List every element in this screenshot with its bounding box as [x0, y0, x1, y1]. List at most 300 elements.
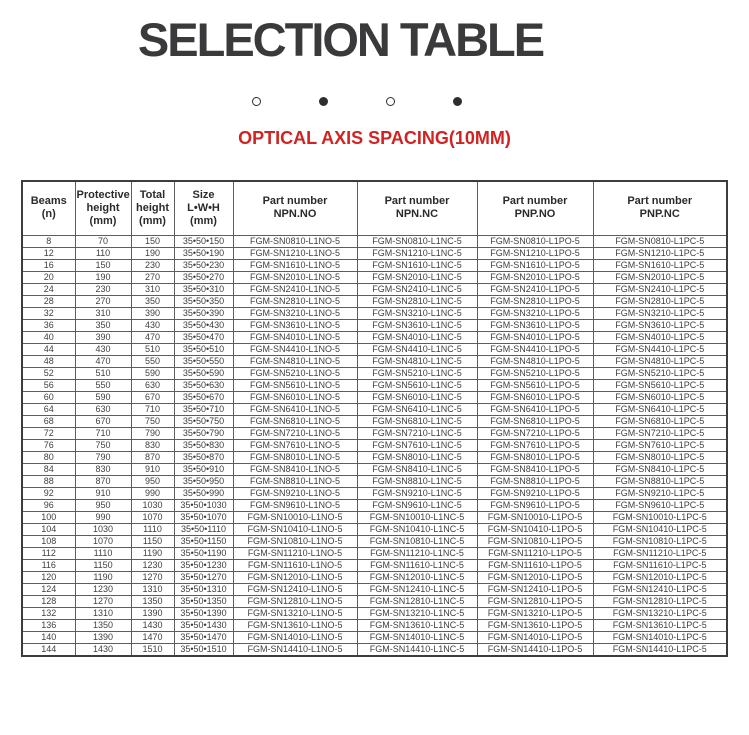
cell-part-number-pnp-no: FGM-SN4410-L1PO-5 — [477, 343, 593, 355]
table-row — [22, 631, 727, 643]
cell-beams: 72 — [22, 427, 75, 439]
cell-part-number-npn-no: FGM-SN6410-L1NO-5 — [233, 403, 357, 415]
cell-part-number-pnp-no: FGM-SN6810-L1PO-5 — [477, 415, 593, 427]
cell-total-height: 990 — [131, 487, 174, 499]
column-header-part-number-pnp-nc: Part number PNP.NC — [593, 181, 727, 236]
cell-total-height: 870 — [131, 451, 174, 463]
cell-part-number-npn-nc: FGM-SN5610-L1NC-5 — [357, 379, 477, 391]
cell-size: 35•50•1150 — [174, 535, 233, 547]
cell-part-number-pnp-nc: FGM-SN14010-L1PC-5 — [593, 631, 727, 643]
table-row — [22, 235, 727, 247]
cell-size: 35•50•550 — [174, 355, 233, 367]
cell-part-number-npn-nc: FGM-SN3610-L1NC-5 — [357, 319, 477, 331]
table-row — [22, 415, 727, 427]
cell-beams: 132 — [22, 607, 75, 619]
cell-part-number-npn-nc: FGM-SN10410-L1NC-5 — [357, 523, 477, 535]
table-row — [22, 367, 727, 379]
cell-part-number-npn-no: FGM-SN12410-L1NO-5 — [233, 583, 357, 595]
cell-protective-height: 990 — [75, 511, 131, 523]
cell-size: 35•50•390 — [174, 307, 233, 319]
cell-part-number-pnp-no: FGM-SN11610-L1PO-5 — [477, 559, 593, 571]
cell-part-number-pnp-no: FGM-SN14410-L1PO-5 — [477, 643, 593, 656]
cell-part-number-npn-no: FGM-SN4010-L1NO-5 — [233, 331, 357, 343]
cell-part-number-npn-no: FGM-SN11210-L1NO-5 — [233, 547, 357, 559]
cell-part-number-pnp-no: FGM-SN6410-L1PO-5 — [477, 403, 593, 415]
cell-size: 35•50•510 — [174, 343, 233, 355]
cell-beams: 140 — [22, 631, 75, 643]
cell-total-height: 670 — [131, 391, 174, 403]
cell-part-number-pnp-no: FGM-SN1210-L1PO-5 — [477, 247, 593, 259]
cell-size: 35•50•230 — [174, 259, 233, 271]
cell-total-height: 1230 — [131, 559, 174, 571]
cell-part-number-pnp-nc: FGM-SN5210-L1PC-5 — [593, 367, 727, 379]
cell-part-number-npn-nc: FGM-SN12810-L1NC-5 — [357, 595, 477, 607]
cell-part-number-npn-nc: FGM-SN7610-L1NC-5 — [357, 439, 477, 451]
carousel-dot-inactive[interactable] — [386, 97, 395, 106]
cell-part-number-npn-no: FGM-SN4810-L1NO-5 — [233, 355, 357, 367]
table-row — [22, 427, 727, 439]
cell-size: 35•50•350 — [174, 295, 233, 307]
cell-part-number-pnp-nc: FGM-SN11210-L1PC-5 — [593, 547, 727, 559]
cell-part-number-npn-nc: FGM-SN12410-L1NC-5 — [357, 583, 477, 595]
column-header-part-number-pnp-no: Part number PNP.NO — [477, 181, 593, 236]
cell-total-height: 430 — [131, 319, 174, 331]
cell-part-number-npn-nc: FGM-SN6410-L1NC-5 — [357, 403, 477, 415]
cell-beams: 100 — [22, 511, 75, 523]
cell-protective-height: 870 — [75, 475, 131, 487]
column-header-beams: Beams (n) — [22, 181, 75, 236]
cell-part-number-npn-no: FGM-SN9610-L1NO-5 — [233, 499, 357, 511]
cell-part-number-pnp-no: FGM-SN11210-L1PO-5 — [477, 547, 593, 559]
cell-part-number-pnp-nc: FGM-SN12810-L1PC-5 — [593, 595, 727, 607]
cell-total-height: 310 — [131, 283, 174, 295]
cell-part-number-npn-nc: FGM-SN4010-L1NC-5 — [357, 331, 477, 343]
cell-protective-height: 1430 — [75, 643, 131, 656]
cell-part-number-npn-no: FGM-SN5610-L1NO-5 — [233, 379, 357, 391]
cell-beams: 60 — [22, 391, 75, 403]
cell-part-number-pnp-no: FGM-SN0810-L1PO-5 — [477, 235, 593, 247]
cell-total-height: 470 — [131, 331, 174, 343]
cell-part-number-npn-nc: FGM-SN14010-L1NC-5 — [357, 631, 477, 643]
cell-beams: 88 — [22, 475, 75, 487]
cell-total-height: 1150 — [131, 535, 174, 547]
table-row — [22, 523, 727, 535]
cell-size: 35•50•1070 — [174, 511, 233, 523]
cell-part-number-npn-no: FGM-SN3210-L1NO-5 — [233, 307, 357, 319]
cell-size: 35•50•310 — [174, 283, 233, 295]
cell-part-number-npn-nc: FGM-SN9210-L1NC-5 — [357, 487, 477, 499]
cell-beams: 120 — [22, 571, 75, 583]
cell-beams: 144 — [22, 643, 75, 656]
cell-part-number-npn-no: FGM-SN13610-L1NO-5 — [233, 619, 357, 631]
table-row — [22, 583, 727, 595]
cell-beams: 76 — [22, 439, 75, 451]
cell-protective-height: 710 — [75, 427, 131, 439]
cell-part-number-pnp-nc: FGM-SN3210-L1PC-5 — [593, 307, 727, 319]
table-row — [22, 463, 727, 475]
cell-part-number-pnp-no: FGM-SN10010-L1PO-5 — [477, 511, 593, 523]
cell-protective-height: 950 — [75, 499, 131, 511]
cell-beams: 116 — [22, 559, 75, 571]
cell-total-height: 1350 — [131, 595, 174, 607]
cell-size: 35•50•1270 — [174, 571, 233, 583]
cell-total-height: 230 — [131, 259, 174, 271]
cell-beams: 32 — [22, 307, 75, 319]
cell-beams: 104 — [22, 523, 75, 535]
cell-protective-height: 1350 — [75, 619, 131, 631]
cell-size: 35•50•1310 — [174, 583, 233, 595]
cell-size: 35•50•950 — [174, 475, 233, 487]
cell-part-number-pnp-no: FGM-SN14010-L1PO-5 — [477, 631, 593, 643]
cell-size: 35•50•870 — [174, 451, 233, 463]
cell-part-number-npn-nc: FGM-SN13210-L1NC-5 — [357, 607, 477, 619]
table-row — [22, 571, 727, 583]
cell-beams: 48 — [22, 355, 75, 367]
cell-size: 35•50•1510 — [174, 643, 233, 656]
cell-part-number-npn-nc: FGM-SN4810-L1NC-5 — [357, 355, 477, 367]
cell-total-height: 190 — [131, 247, 174, 259]
table-row — [22, 499, 727, 511]
table-row — [22, 319, 727, 331]
cell-part-number-npn-no: FGM-SN2410-L1NO-5 — [233, 283, 357, 295]
page-title: SELECTION TABLE — [137, 13, 544, 66]
cell-part-number-pnp-no: FGM-SN9610-L1PO-5 — [477, 499, 593, 511]
cell-part-number-npn-nc: FGM-SN7210-L1NC-5 — [357, 427, 477, 439]
column-header-protective-height: Protective height (mm) — [75, 181, 131, 236]
cell-total-height: 1310 — [131, 583, 174, 595]
cell-total-height: 950 — [131, 475, 174, 487]
cell-total-height: 1430 — [131, 619, 174, 631]
cell-total-height: 910 — [131, 463, 174, 475]
cell-part-number-pnp-no: FGM-SN12410-L1PO-5 — [477, 583, 593, 595]
cell-part-number-npn-no: FGM-SN8410-L1NO-5 — [233, 463, 357, 475]
cell-part-number-pnp-no: FGM-SN10410-L1PO-5 — [477, 523, 593, 535]
cell-protective-height: 1190 — [75, 571, 131, 583]
cell-protective-height: 70 — [75, 235, 131, 247]
cell-total-height: 390 — [131, 307, 174, 319]
cell-part-number-npn-nc: FGM-SN2010-L1NC-5 — [357, 271, 477, 283]
cell-beams: 68 — [22, 415, 75, 427]
cell-part-number-npn-nc: FGM-SN6810-L1NC-5 — [357, 415, 477, 427]
cell-part-number-pnp-no: FGM-SN8810-L1PO-5 — [477, 475, 593, 487]
cell-beams: 40 — [22, 331, 75, 343]
cell-part-number-npn-no: FGM-SN9210-L1NO-5 — [233, 487, 357, 499]
cell-part-number-npn-no: FGM-SN10010-L1NO-5 — [233, 511, 357, 523]
table-row — [22, 607, 727, 619]
cell-beams: 92 — [22, 487, 75, 499]
cell-part-number-npn-nc: FGM-SN10010-L1NC-5 — [357, 511, 477, 523]
table-row — [22, 535, 727, 547]
cell-beams: 64 — [22, 403, 75, 415]
cell-part-number-npn-no: FGM-SN1210-L1NO-5 — [233, 247, 357, 259]
cell-beams: 16 — [22, 259, 75, 271]
page — [0, 14, 749, 735]
cell-part-number-pnp-nc: FGM-SN6410-L1PC-5 — [593, 403, 727, 415]
cell-total-height: 510 — [131, 343, 174, 355]
cell-part-number-npn-no: FGM-SN10810-L1NO-5 — [233, 535, 357, 547]
cell-size: 35•50•1190 — [174, 547, 233, 559]
cell-part-number-npn-no: FGM-SN14410-L1NO-5 — [233, 643, 357, 656]
cell-protective-height: 1030 — [75, 523, 131, 535]
cell-total-height: 1510 — [131, 643, 174, 656]
cell-part-number-pnp-nc: FGM-SN14410-L1PC-5 — [593, 643, 727, 656]
table-row — [22, 271, 727, 283]
cell-part-number-pnp-no: FGM-SN12010-L1PO-5 — [477, 571, 593, 583]
table-row — [22, 559, 727, 571]
cell-part-number-npn-nc: FGM-SN0810-L1NC-5 — [357, 235, 477, 247]
cell-part-number-pnp-no: FGM-SN5610-L1PO-5 — [477, 379, 593, 391]
cell-total-height: 1190 — [131, 547, 174, 559]
cell-beams: 80 — [22, 451, 75, 463]
cell-part-number-pnp-no: FGM-SN1610-L1PO-5 — [477, 259, 593, 271]
cell-part-number-pnp-nc: FGM-SN7610-L1PC-5 — [593, 439, 727, 451]
cell-part-number-npn-nc: FGM-SN5210-L1NC-5 — [357, 367, 477, 379]
cell-part-number-pnp-nc: FGM-SN12410-L1PC-5 — [593, 583, 727, 595]
cell-protective-height: 390 — [75, 331, 131, 343]
table-row — [22, 643, 727, 656]
cell-part-number-npn-nc: FGM-SN8810-L1NC-5 — [357, 475, 477, 487]
table-row — [22, 595, 727, 607]
cell-protective-height: 550 — [75, 379, 131, 391]
cell-part-number-npn-no: FGM-SN0810-L1NO-5 — [233, 235, 357, 247]
cell-part-number-npn-nc: FGM-SN2410-L1NC-5 — [357, 283, 477, 295]
table-row — [22, 355, 727, 367]
cell-part-number-npn-no: FGM-SN5210-L1NO-5 — [233, 367, 357, 379]
cell-protective-height: 150 — [75, 259, 131, 271]
cell-size: 35•50•470 — [174, 331, 233, 343]
cell-beams: 124 — [22, 583, 75, 595]
cell-part-number-npn-no: FGM-SN7210-L1NO-5 — [233, 427, 357, 439]
cell-part-number-pnp-no: FGM-SN6010-L1PO-5 — [477, 391, 593, 403]
cell-part-number-pnp-nc: FGM-SN10410-L1PC-5 — [593, 523, 727, 535]
cell-size: 35•50•910 — [174, 463, 233, 475]
cell-part-number-pnp-nc: FGM-SN6010-L1PC-5 — [593, 391, 727, 403]
table-row — [22, 247, 727, 259]
cell-part-number-npn-nc: FGM-SN4410-L1NC-5 — [357, 343, 477, 355]
cell-protective-height: 430 — [75, 343, 131, 355]
cell-beams: 84 — [22, 463, 75, 475]
cell-beams: 96 — [22, 499, 75, 511]
cell-total-height: 1070 — [131, 511, 174, 523]
cell-part-number-pnp-no: FGM-SN5210-L1PO-5 — [477, 367, 593, 379]
cell-beams: 20 — [22, 271, 75, 283]
cell-part-number-pnp-nc: FGM-SN12010-L1PC-5 — [593, 571, 727, 583]
cell-part-number-npn-nc: FGM-SN1610-L1NC-5 — [357, 259, 477, 271]
cell-part-number-pnp-nc: FGM-SN9210-L1PC-5 — [593, 487, 727, 499]
cell-part-number-pnp-nc: FGM-SN10810-L1PC-5 — [593, 535, 727, 547]
cell-part-number-pnp-nc: FGM-SN6810-L1PC-5 — [593, 415, 727, 427]
table-header — [22, 181, 727, 236]
cell-total-height: 550 — [131, 355, 174, 367]
cell-protective-height: 230 — [75, 283, 131, 295]
cell-part-number-npn-no: FGM-SN4410-L1NO-5 — [233, 343, 357, 355]
cell-total-height: 1390 — [131, 607, 174, 619]
table-row — [22, 283, 727, 295]
carousel-dot-active[interactable] — [319, 97, 328, 106]
cell-beams: 24 — [22, 283, 75, 295]
cell-part-number-npn-no: FGM-SN2010-L1NO-5 — [233, 271, 357, 283]
cell-protective-height: 670 — [75, 415, 131, 427]
cell-part-number-pnp-nc: FGM-SN8010-L1PC-5 — [593, 451, 727, 463]
cell-protective-height: 1390 — [75, 631, 131, 643]
cell-beams: 36 — [22, 319, 75, 331]
column-header-size: Size L•W•H (mm) — [174, 181, 233, 236]
cell-part-number-pnp-nc: FGM-SN13610-L1PC-5 — [593, 619, 727, 631]
table-row — [22, 451, 727, 463]
cell-total-height: 710 — [131, 403, 174, 415]
cell-size: 35•50•1390 — [174, 607, 233, 619]
column-header-total-height: Total height (mm) — [131, 181, 174, 236]
table-row — [22, 487, 727, 499]
cell-size: 35•50•990 — [174, 487, 233, 499]
cell-part-number-pnp-nc: FGM-SN5610-L1PC-5 — [593, 379, 727, 391]
cell-part-number-npn-nc: FGM-SN12010-L1NC-5 — [357, 571, 477, 583]
cell-protective-height: 190 — [75, 271, 131, 283]
cell-protective-height: 470 — [75, 355, 131, 367]
cell-size: 35•50•790 — [174, 427, 233, 439]
cell-total-height: 790 — [131, 427, 174, 439]
cell-part-number-pnp-nc: FGM-SN10010-L1PC-5 — [593, 511, 727, 523]
cell-protective-height: 1110 — [75, 547, 131, 559]
cell-size: 35•50•150 — [174, 235, 233, 247]
table-row — [22, 295, 727, 307]
cell-part-number-pnp-nc: FGM-SN2010-L1PC-5 — [593, 271, 727, 283]
cell-part-number-pnp-no: FGM-SN7610-L1PO-5 — [477, 439, 593, 451]
cell-part-number-npn-no: FGM-SN6010-L1NO-5 — [233, 391, 357, 403]
table-row — [22, 379, 727, 391]
cell-part-number-pnp-no: FGM-SN13610-L1PO-5 — [477, 619, 593, 631]
cell-protective-height: 630 — [75, 403, 131, 415]
cell-total-height: 270 — [131, 271, 174, 283]
table-body — [22, 235, 727, 656]
table-row — [22, 343, 727, 355]
cell-part-number-npn-no: FGM-SN10410-L1NO-5 — [233, 523, 357, 535]
cell-protective-height: 590 — [75, 391, 131, 403]
cell-part-number-npn-no: FGM-SN12010-L1NO-5 — [233, 571, 357, 583]
cell-part-number-pnp-no: FGM-SN9210-L1PO-5 — [477, 487, 593, 499]
cell-protective-height: 790 — [75, 451, 131, 463]
cell-size: 35•50•630 — [174, 379, 233, 391]
column-header-part-number-npn-no: Part number NPN.NO — [233, 181, 357, 236]
cell-beams: 128 — [22, 595, 75, 607]
cell-part-number-npn-nc: FGM-SN10810-L1NC-5 — [357, 535, 477, 547]
cell-total-height: 350 — [131, 295, 174, 307]
table-row — [22, 619, 727, 631]
cell-part-number-npn-no: FGM-SN13210-L1NO-5 — [233, 607, 357, 619]
cell-total-height: 830 — [131, 439, 174, 451]
cell-protective-height: 310 — [75, 307, 131, 319]
table-row — [22, 307, 727, 319]
cell-part-number-pnp-nc: FGM-SN4810-L1PC-5 — [593, 355, 727, 367]
table-header-row — [22, 181, 727, 236]
cell-beams: 108 — [22, 535, 75, 547]
cell-beams: 52 — [22, 367, 75, 379]
carousel-dot-inactive[interactable] — [252, 97, 261, 106]
cell-size: 35•50•710 — [174, 403, 233, 415]
cell-protective-height: 910 — [75, 487, 131, 499]
cell-size: 35•50•750 — [174, 415, 233, 427]
table-row — [22, 331, 727, 343]
cell-part-number-pnp-nc: FGM-SN7210-L1PC-5 — [593, 427, 727, 439]
cell-protective-height: 1310 — [75, 607, 131, 619]
cell-size: 35•50•270 — [174, 271, 233, 283]
cell-part-number-pnp-nc: FGM-SN1210-L1PC-5 — [593, 247, 727, 259]
section-heading: OPTICAL AXIS SPACING(10MM) — [238, 127, 511, 148]
cell-protective-height: 1270 — [75, 595, 131, 607]
cell-part-number-pnp-no: FGM-SN8410-L1PO-5 — [477, 463, 593, 475]
cell-part-number-pnp-no: FGM-SN2010-L1PO-5 — [477, 271, 593, 283]
cell-size: 35•50•590 — [174, 367, 233, 379]
cell-part-number-npn-no: FGM-SN14010-L1NO-5 — [233, 631, 357, 643]
cell-total-height: 750 — [131, 415, 174, 427]
cell-part-number-npn-no: FGM-SN11610-L1NO-5 — [233, 559, 357, 571]
cell-beams: 44 — [22, 343, 75, 355]
cell-part-number-pnp-no: FGM-SN2410-L1PO-5 — [477, 283, 593, 295]
cell-size: 35•50•1030 — [174, 499, 233, 511]
cell-part-number-npn-nc: FGM-SN6010-L1NC-5 — [357, 391, 477, 403]
cell-size: 35•50•670 — [174, 391, 233, 403]
column-header-part-number-npn-nc: Part number NPN.NC — [357, 181, 477, 236]
cell-size: 35•50•1470 — [174, 631, 233, 643]
cell-part-number-pnp-nc: FGM-SN11610-L1PC-5 — [593, 559, 727, 571]
cell-part-number-npn-nc: FGM-SN8010-L1NC-5 — [357, 451, 477, 463]
cell-part-number-npn-no: FGM-SN8810-L1NO-5 — [233, 475, 357, 487]
cell-part-number-npn-no: FGM-SN1610-L1NO-5 — [233, 259, 357, 271]
cell-part-number-npn-nc: FGM-SN3210-L1NC-5 — [357, 307, 477, 319]
cell-size: 35•50•1110 — [174, 523, 233, 535]
cell-part-number-npn-nc: FGM-SN8410-L1NC-5 — [357, 463, 477, 475]
cell-protective-height: 1230 — [75, 583, 131, 595]
cell-protective-height: 1070 — [75, 535, 131, 547]
cell-protective-height: 350 — [75, 319, 131, 331]
cell-size: 35•50•1350 — [174, 595, 233, 607]
carousel-dot-active[interactable] — [453, 97, 462, 106]
carousel-dots — [0, 96, 713, 108]
cell-protective-height: 110 — [75, 247, 131, 259]
cell-part-number-pnp-no: FGM-SN3210-L1PO-5 — [477, 307, 593, 319]
table-row — [22, 259, 727, 271]
cell-part-number-pnp-no: FGM-SN4810-L1PO-5 — [477, 355, 593, 367]
cell-part-number-pnp-nc: FGM-SN3610-L1PC-5 — [593, 319, 727, 331]
table-row — [22, 403, 727, 415]
selection-table — [21, 180, 728, 657]
cell-part-number-pnp-nc: FGM-SN9610-L1PC-5 — [593, 499, 727, 511]
cell-total-height: 1030 — [131, 499, 174, 511]
cell-part-number-pnp-nc: FGM-SN1610-L1PC-5 — [593, 259, 727, 271]
cell-part-number-pnp-no: FGM-SN12810-L1PO-5 — [477, 595, 593, 607]
table-row — [22, 439, 727, 451]
cell-total-height: 590 — [131, 367, 174, 379]
cell-part-number-pnp-no: FGM-SN10810-L1PO-5 — [477, 535, 593, 547]
cell-beams: 28 — [22, 295, 75, 307]
cell-part-number-pnp-no: FGM-SN2810-L1PO-5 — [477, 295, 593, 307]
cell-beams: 56 — [22, 379, 75, 391]
cell-part-number-npn-no: FGM-SN2810-L1NO-5 — [233, 295, 357, 307]
cell-part-number-pnp-nc: FGM-SN4010-L1PC-5 — [593, 331, 727, 343]
cell-part-number-npn-no: FGM-SN3610-L1NO-5 — [233, 319, 357, 331]
cell-size: 35•50•190 — [174, 247, 233, 259]
cell-part-number-pnp-nc: FGM-SN8410-L1PC-5 — [593, 463, 727, 475]
cell-total-height: 1470 — [131, 631, 174, 643]
cell-protective-height: 510 — [75, 367, 131, 379]
cell-part-number-npn-no: FGM-SN6810-L1NO-5 — [233, 415, 357, 427]
cell-part-number-npn-nc: FGM-SN2810-L1NC-5 — [357, 295, 477, 307]
cell-part-number-npn-no: FGM-SN8010-L1NO-5 — [233, 451, 357, 463]
cell-part-number-npn-nc: FGM-SN11610-L1NC-5 — [357, 559, 477, 571]
cell-protective-height: 270 — [75, 295, 131, 307]
cell-part-number-pnp-no: FGM-SN3610-L1PO-5 — [477, 319, 593, 331]
cell-part-number-pnp-no: FGM-SN4010-L1PO-5 — [477, 331, 593, 343]
